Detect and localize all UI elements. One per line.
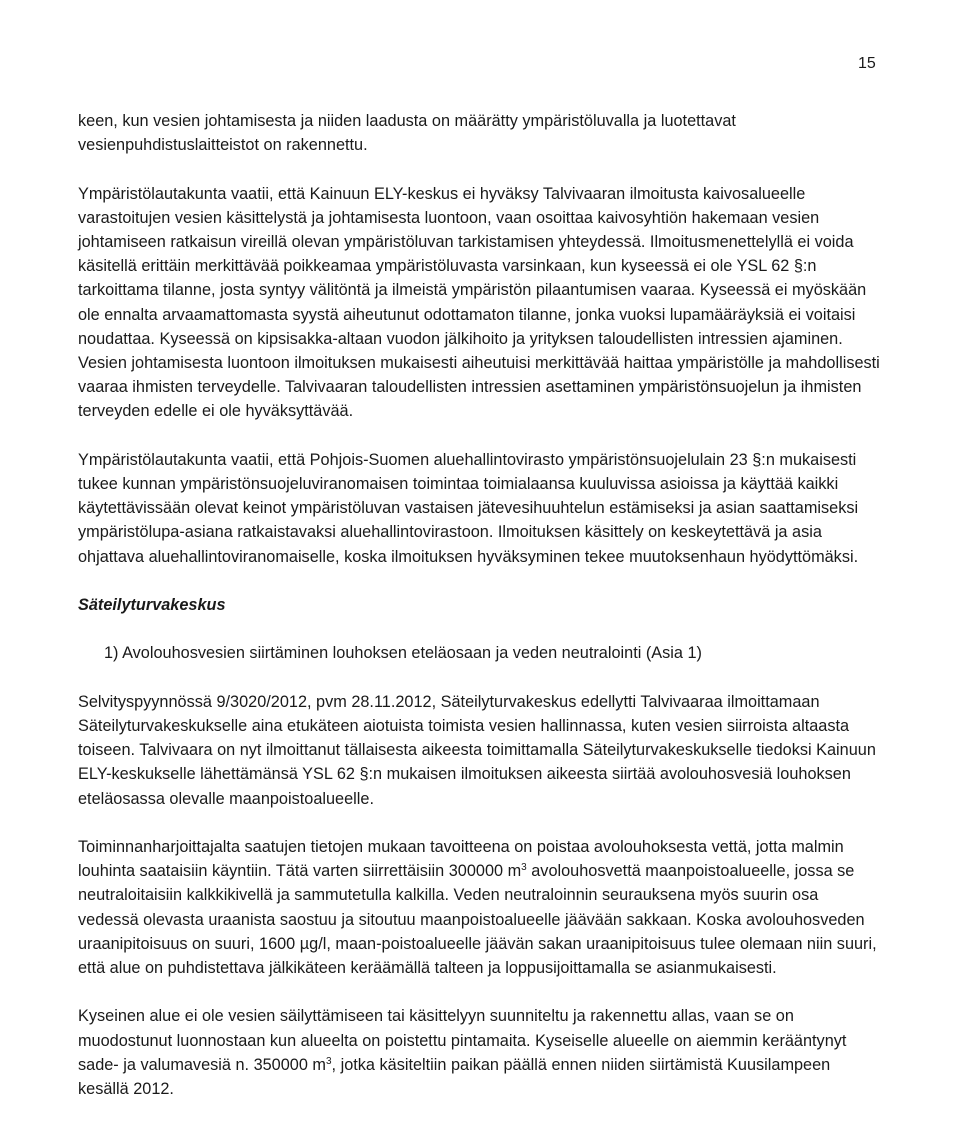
page-number: 15	[858, 55, 876, 72]
paragraph-continuation: keen, kun vesien johtamisesta ja niiden laadusta on määrätty ympäristöluvalla ja luotettavat vesienpuhdistuslaitteistot on rakennettu.	[78, 112, 736, 155]
paragraph-text-part: avolouhosvettä maanpoistoalueelle, jossa se neutraloitaisiin kalkkikivellä ja sammutetulla kalkilla. Veden neutraloinnin seurauksena myös suurin osa vedessä olevasta uraanista saostuu ja sitoutuu maanpoistoalueelle jäävään sakkaan. Koska avolouhosveden uraanipitoisuus on suuri, 1600 µg/l, maan-poistoalueelle jäävän sakan uraanipitoisuus tulee olemaan niin suuri, että alue on puhdistettava jälkikäteen keräämällä talteen ja loppusijoittamalla se asianmukaisesti.	[78, 862, 877, 978]
paragraph-text-part: Toiminnanharjoittajalta saatujen tietojen mukaan tavoitteena on poistaa avolouhoksesta vettä, jotta malmin louhinta saataisiin käyntiin. Tätä varten siirrettäisiin 300000 m	[78, 838, 844, 881]
superscript-exponent: 3	[521, 862, 527, 874]
paragraph-text-part: , jotka käsiteltiin paikan päällä ennen niiden siirtämistä Kuusilampeen kesällä 2012.	[78, 1055, 831, 1099]
superscript-exponent: 3	[325, 1055, 332, 1067]
numbered-list-item: 1) Avolouhosvesien siirtäminen louhoksen eteläosaan ja veden neutralointi (Asia 1)	[104, 644, 702, 663]
paragraph-area-description	[78, 1004, 882, 1101]
document-body	[78, 109, 882, 1101]
paragraph-operator-info	[78, 835, 882, 980]
section-heading: Säteilyturvakeskus	[78, 596, 226, 615]
paragraph-text-part: Kyseinen alue ei ole vesien säilyttämiseen tai käsittelyyn suunniteltu ja rakennettu allas, vaan se on muodostunut luonnostaan kun alueelta on poistettu pintamaita. Kyseiselle alueelle on aiemmin kerääntynyt sade- ja valumavesiä n. 350000 m	[78, 1007, 847, 1074]
paragraph-avi-demand: Ympäristölautakunta vaatii, että Pohjois-Suomen aluehallintovirasto ympäristönsuojelulain 23 §:n mukaisesti tukee kunnan ympäristönsuojeluviranomaisen toimintaa toimialaansa kuuluvissa asioissa ja käyttää kaikki käytettävissään olevat keinot ympäristöluvan vastaisen jätevesihuuhtelun estämiseksi ja asian saattamiseksi ympäristölupa-asiana ratkaistavaksi aluehallintovirastoon. Ilmoituksen käsittely on keskeytettävä ja asia ohjattava aluehallintoviranomaiselle, koska ilmoituksen hyväksyminen tekee muutoksenhaun hyödyttömäksi.	[78, 450, 859, 566]
paragraph-stuk-request: Selvityspyynnössä 9/3020/2012, pvm 28.11.2012, Säteilyturvakeskus edellytti Talvivaaraa ilmoittamaan Säteilyturvakeskukselle aina etukäteen aiotuista toimista vesien hallinnassa, kuten vesien siirroista altaasta toiseen. Talvivaara on nyt ilmoittanut tällaisesta aikeesta toimittamalla Säteilyturvakeskukselle tiedoksi Kainuun ELY-keskukselle lähettämänsä YSL 62 §:n mukaisen ilmoituksen aikeesta siirtää avolouhosvesiä louhoksen eteläosassa olevalle maanpoistoalueelle.	[78, 692, 876, 808]
paragraph-ely-demand: Ympäristölautakunta vaatii, että Kainuun ELY-keskus ei hyväksy Talvivaaran ilmoitusta kaivosalueelle varastoitujen vesien käsittelystä ja johtamisesta luontoon, vaan osoittaa kaivosyhtiön hakemaan vesien johtamiseen ratkaisun vireillä olevan ympäristöluvan tarkistamisen yhteydessä. Ilmoitusmenettelyllä ei voida käsitellä erittäin merkittävää poikkeamaa ympäristöluvasta varsinkaan, kun kyseessä ei ole YSL 62 §:n tarkoittama tilanne, josta syntyy välitöntä ja ilmeistä ympäristön pilaantumisen vaaraa. Kyseessä ei myöskään ole ennalta arvaamattomasta syystä aiheutunut odottamaton tilanne, jonka vuoksi lupamääräyksiä ei voitaisi noudattaa. Kyseessä on kipsisakka-altaan vuodon jälkihoito ja yrityksen taloudellisten intressien ajaminen. Vesien johtamisesta luontoon ilmoituksen mukaisesti aiheutuisi merkittävää haittaa ympäristölle ja mahdollisesti vaaraa ihmisten terveydelle. Talvivaaran taloudellisten intressien asettaminen ympäristönsuojelun ja ihmisten terveyden edelle ei ole hyväksyttävää.	[78, 184, 880, 421]
